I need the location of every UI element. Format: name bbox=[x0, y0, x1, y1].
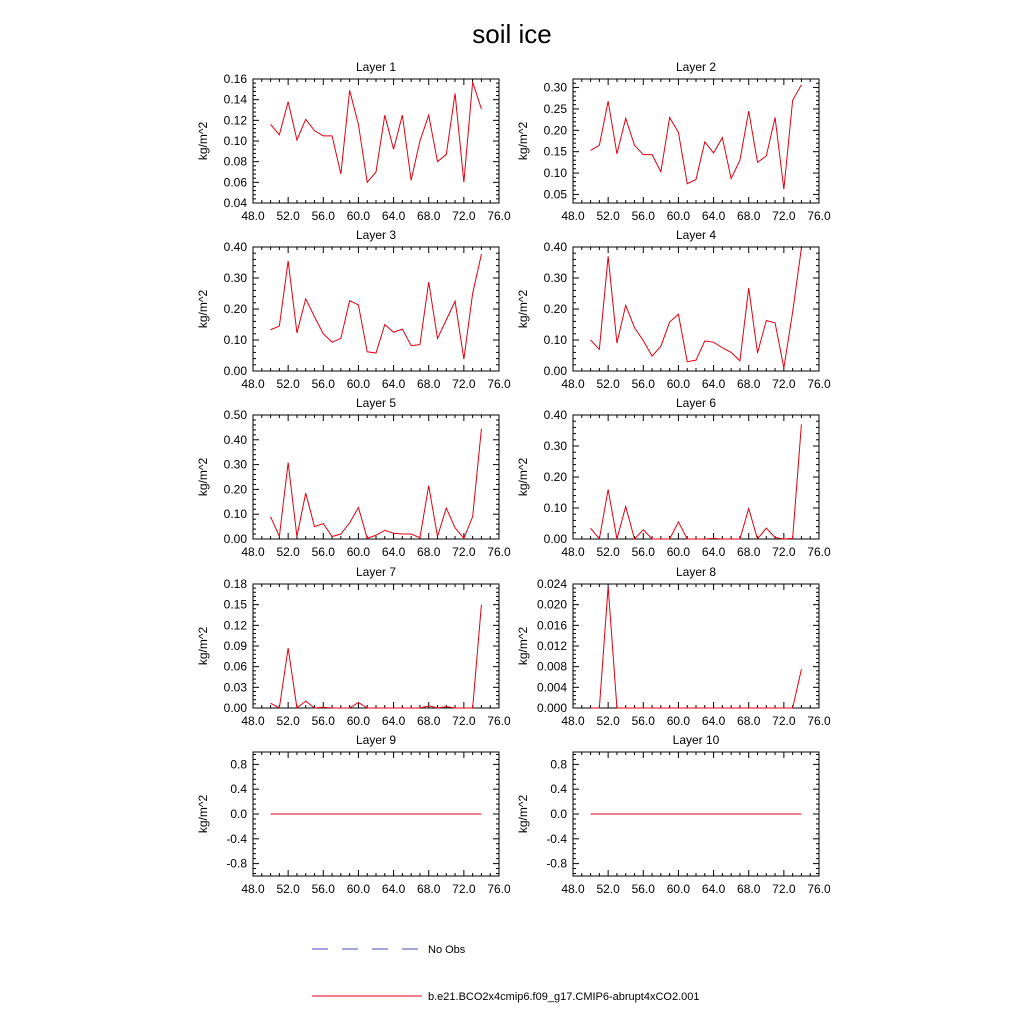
y-tick-label: 0.40 bbox=[223, 432, 247, 447]
y-tick-label: 0.09 bbox=[223, 639, 247, 653]
y-tick-label: 0.00 bbox=[223, 532, 247, 546]
x-tick-label: 64.0 bbox=[381, 714, 406, 728]
x-tick-label: 56.0 bbox=[631, 545, 655, 559]
y-tick-label: 0.14 bbox=[223, 92, 247, 107]
series-line bbox=[591, 248, 802, 368]
y-tick-label: -0.8 bbox=[546, 856, 567, 871]
y-axis-label: kg/m^2 bbox=[516, 794, 530, 834]
x-tick-label: 72.0 bbox=[772, 377, 796, 391]
panels-grid bbox=[196, 60, 831, 896]
x-tick-label: 76.0 bbox=[807, 545, 831, 559]
x-tick-label: 60.0 bbox=[666, 714, 691, 728]
y-tick-label: 0.10 bbox=[223, 333, 247, 347]
panel-5 bbox=[196, 396, 511, 559]
y-axis-label: kg/m^2 bbox=[196, 121, 210, 161]
x-tick-label: 60.0 bbox=[346, 377, 371, 391]
y-tick-label: 0.30 bbox=[223, 271, 247, 285]
y-tick-label: 0.10 bbox=[543, 501, 567, 515]
y-tick-label: 0.000 bbox=[536, 701, 567, 715]
x-tick-label: 48.0 bbox=[561, 545, 585, 559]
x-tick-label: 56.0 bbox=[311, 377, 335, 391]
series-line bbox=[271, 605, 482, 708]
panel-1 bbox=[196, 60, 511, 223]
series-line bbox=[591, 587, 802, 708]
series-line bbox=[591, 85, 802, 190]
y-tick-label: 0.10 bbox=[543, 166, 567, 181]
x-tick-label: 64.0 bbox=[701, 209, 726, 223]
x-tick-label: 76.0 bbox=[807, 882, 831, 896]
y-tick-label: 0.012 bbox=[536, 639, 567, 653]
y-tick-label: 0.20 bbox=[543, 123, 567, 138]
x-tick-label: 48.0 bbox=[561, 209, 585, 223]
legend-item bbox=[312, 944, 466, 956]
y-tick-label: 0.00 bbox=[543, 364, 567, 378]
y-axis-label: kg/m^2 bbox=[196, 457, 210, 497]
x-tick-label: 64.0 bbox=[381, 209, 406, 223]
x-tick-label: 68.0 bbox=[737, 882, 761, 896]
x-tick-label: 76.0 bbox=[487, 209, 511, 223]
x-tick-label: 60.0 bbox=[666, 209, 691, 223]
y-tick-label: 0.40 bbox=[223, 240, 247, 254]
series-line bbox=[271, 82, 482, 182]
x-tick-label: 52.0 bbox=[596, 377, 620, 391]
x-tick-label: 48.0 bbox=[241, 545, 265, 559]
y-axis-label: kg/m^2 bbox=[516, 289, 530, 329]
x-tick-label: 64.0 bbox=[381, 545, 406, 559]
panel-9 bbox=[196, 733, 511, 896]
x-tick-label: 68.0 bbox=[417, 714, 441, 728]
y-axis-label: kg/m^2 bbox=[196, 289, 210, 329]
y-tick-label: 0.06 bbox=[223, 175, 247, 190]
y-tick-label: 0.08 bbox=[223, 154, 247, 169]
x-tick-label: 60.0 bbox=[346, 209, 371, 223]
x-tick-label: 64.0 bbox=[381, 377, 406, 391]
x-tick-label: 48.0 bbox=[241, 882, 265, 896]
x-tick-label: 72.0 bbox=[772, 209, 796, 223]
y-tick-label: 0.0 bbox=[230, 807, 247, 821]
panel-title: Layer 4 bbox=[675, 228, 717, 242]
y-tick-label: 0.40 bbox=[543, 408, 567, 422]
y-tick-label: 0.40 bbox=[543, 240, 567, 254]
x-tick-label: 60.0 bbox=[666, 377, 691, 391]
y-tick-label: 0.15 bbox=[223, 597, 247, 612]
x-tick-label: 60.0 bbox=[666, 882, 691, 896]
y-tick-label: 0.8 bbox=[230, 757, 247, 772]
x-tick-label: 56.0 bbox=[311, 209, 335, 223]
y-tick-label: 0.16 bbox=[223, 72, 247, 86]
y-tick-label: 0.30 bbox=[543, 80, 567, 95]
panel-4 bbox=[516, 228, 831, 391]
x-tick-label: 76.0 bbox=[487, 882, 511, 896]
series-line bbox=[271, 429, 482, 539]
x-tick-label: 60.0 bbox=[666, 545, 691, 559]
x-tick-label: 76.0 bbox=[807, 209, 831, 223]
plot-frame bbox=[253, 584, 499, 708]
panel-7 bbox=[196, 565, 511, 728]
y-tick-label: 0.10 bbox=[223, 134, 247, 148]
y-tick-label: -0.8 bbox=[226, 856, 247, 871]
legend-label: No Obs bbox=[428, 944, 466, 956]
panel-6 bbox=[516, 396, 831, 559]
plot-frame bbox=[573, 247, 819, 371]
y-tick-label: 0.00 bbox=[223, 701, 247, 715]
panel-3 bbox=[196, 228, 511, 391]
x-tick-label: 52.0 bbox=[596, 714, 620, 728]
y-tick-label: 0.20 bbox=[543, 302, 567, 316]
y-tick-label: 0.05 bbox=[543, 187, 567, 202]
y-tick-label: 0.12 bbox=[223, 113, 247, 128]
y-tick-label: 0.20 bbox=[223, 482, 247, 497]
y-axis-label: kg/m^2 bbox=[516, 626, 530, 666]
x-tick-label: 72.0 bbox=[452, 545, 476, 559]
x-tick-label: 52.0 bbox=[596, 545, 620, 559]
y-tick-label: 0.00 bbox=[543, 532, 567, 546]
legend-label: b.e21.BCO2x4cmip6.f09_g17.CMIP6-abrupt4xCO2.001 bbox=[428, 991, 700, 1003]
panel-title: Layer 9 bbox=[355, 733, 397, 747]
x-tick-label: 52.0 bbox=[596, 882, 620, 896]
x-tick-label: 48.0 bbox=[561, 714, 585, 728]
y-tick-label: 0.04 bbox=[223, 196, 247, 210]
panel-title: Layer 2 bbox=[675, 60, 717, 74]
x-tick-label: 68.0 bbox=[737, 545, 761, 559]
panel-title: Layer 10 bbox=[672, 733, 720, 747]
y-axis-label: kg/m^2 bbox=[196, 626, 210, 666]
y-tick-label: 0.18 bbox=[223, 577, 247, 591]
y-tick-label: 0.10 bbox=[223, 507, 247, 522]
x-tick-label: 76.0 bbox=[807, 714, 831, 728]
x-tick-label: 52.0 bbox=[276, 545, 300, 559]
legend-item bbox=[312, 991, 700, 1003]
y-tick-label: 0.4 bbox=[230, 782, 247, 797]
panel-title: Layer 6 bbox=[675, 396, 717, 410]
x-tick-label: 56.0 bbox=[631, 882, 655, 896]
x-tick-label: 76.0 bbox=[807, 377, 831, 391]
y-tick-label: 0.0 bbox=[550, 807, 567, 821]
x-tick-label: 64.0 bbox=[701, 882, 726, 896]
y-tick-label: 0.15 bbox=[543, 144, 567, 159]
y-tick-label: 0.020 bbox=[536, 597, 567, 612]
y-axis-label: kg/m^2 bbox=[196, 794, 210, 834]
x-tick-label: 56.0 bbox=[311, 545, 335, 559]
x-tick-label: 72.0 bbox=[772, 545, 796, 559]
panel-8 bbox=[516, 565, 831, 728]
x-tick-label: 68.0 bbox=[417, 545, 441, 559]
y-tick-label: 0.8 bbox=[550, 757, 567, 772]
y-axis-label: kg/m^2 bbox=[516, 121, 530, 161]
y-tick-label: 0.10 bbox=[543, 333, 567, 347]
x-tick-label: 52.0 bbox=[596, 209, 620, 223]
x-tick-label: 72.0 bbox=[772, 882, 796, 896]
x-tick-label: 68.0 bbox=[737, 714, 761, 728]
y-tick-label: 0.00 bbox=[223, 364, 247, 378]
x-tick-label: 48.0 bbox=[241, 714, 265, 728]
x-tick-label: 72.0 bbox=[452, 377, 476, 391]
y-axis-label: kg/m^2 bbox=[516, 457, 530, 497]
x-tick-label: 48.0 bbox=[561, 882, 585, 896]
panel-title: Layer 5 bbox=[355, 396, 397, 410]
y-tick-label: 0.12 bbox=[223, 618, 247, 633]
x-tick-label: 48.0 bbox=[241, 377, 265, 391]
y-tick-label: 0.50 bbox=[223, 408, 247, 422]
x-tick-label: 64.0 bbox=[381, 882, 406, 896]
y-tick-label: 0.30 bbox=[543, 439, 567, 453]
legend bbox=[312, 944, 700, 1003]
x-tick-label: 60.0 bbox=[346, 545, 371, 559]
x-tick-label: 68.0 bbox=[417, 209, 441, 223]
y-tick-label: 0.30 bbox=[543, 271, 567, 285]
y-tick-label: 0.016 bbox=[536, 618, 567, 633]
x-tick-label: 68.0 bbox=[737, 209, 761, 223]
y-tick-label: -0.4 bbox=[226, 831, 247, 846]
y-tick-label: 0.06 bbox=[223, 659, 247, 674]
y-tick-label: -0.4 bbox=[546, 831, 567, 846]
plot-frame bbox=[573, 584, 819, 708]
x-tick-label: 68.0 bbox=[417, 882, 441, 896]
x-tick-label: 52.0 bbox=[276, 377, 300, 391]
x-tick-label: 56.0 bbox=[311, 714, 335, 728]
x-tick-label: 64.0 bbox=[701, 714, 726, 728]
main-title: soil ice bbox=[472, 19, 552, 49]
x-tick-label: 60.0 bbox=[346, 882, 371, 896]
x-tick-label: 76.0 bbox=[487, 714, 511, 728]
plot-frame bbox=[573, 79, 819, 203]
plot-frame bbox=[253, 79, 499, 203]
y-tick-label: 0.30 bbox=[223, 457, 247, 472]
x-tick-label: 64.0 bbox=[701, 545, 726, 559]
panel-title: Layer 3 bbox=[355, 228, 397, 242]
x-tick-label: 52.0 bbox=[276, 209, 300, 223]
x-tick-label: 56.0 bbox=[311, 882, 335, 896]
x-tick-label: 56.0 bbox=[631, 714, 655, 728]
y-tick-label: 0.03 bbox=[223, 680, 247, 695]
y-tick-label: 0.008 bbox=[536, 659, 567, 674]
y-tick-label: 0.25 bbox=[543, 101, 567, 116]
x-tick-label: 52.0 bbox=[276, 882, 300, 896]
panel-title: Layer 1 bbox=[355, 60, 397, 74]
panel-2 bbox=[516, 60, 831, 223]
x-tick-label: 72.0 bbox=[772, 714, 796, 728]
series-line bbox=[591, 424, 802, 539]
panel-title: Layer 8 bbox=[675, 565, 717, 579]
x-tick-label: 76.0 bbox=[487, 545, 511, 559]
x-tick-label: 56.0 bbox=[631, 209, 655, 223]
y-tick-label: 0.004 bbox=[536, 680, 567, 695]
y-tick-label: 0.024 bbox=[536, 577, 567, 591]
y-tick-label: 0.20 bbox=[543, 470, 567, 484]
y-tick-label: 0.20 bbox=[223, 302, 247, 316]
x-tick-label: 52.0 bbox=[276, 714, 300, 728]
x-tick-label: 76.0 bbox=[487, 377, 511, 391]
x-tick-label: 48.0 bbox=[241, 209, 265, 223]
y-tick-label: 0.4 bbox=[550, 782, 567, 797]
series-line bbox=[271, 254, 482, 359]
x-tick-label: 68.0 bbox=[417, 377, 441, 391]
panel-title: Layer 7 bbox=[355, 565, 397, 579]
plot-frame bbox=[573, 415, 819, 539]
x-tick-label: 72.0 bbox=[452, 714, 476, 728]
x-tick-label: 56.0 bbox=[631, 377, 655, 391]
panel-10 bbox=[516, 733, 831, 896]
x-tick-label: 72.0 bbox=[452, 209, 476, 223]
x-tick-label: 72.0 bbox=[452, 882, 476, 896]
x-tick-label: 60.0 bbox=[346, 714, 371, 728]
x-tick-label: 64.0 bbox=[701, 377, 726, 391]
x-tick-label: 68.0 bbox=[737, 377, 761, 391]
x-tick-label: 48.0 bbox=[561, 377, 585, 391]
